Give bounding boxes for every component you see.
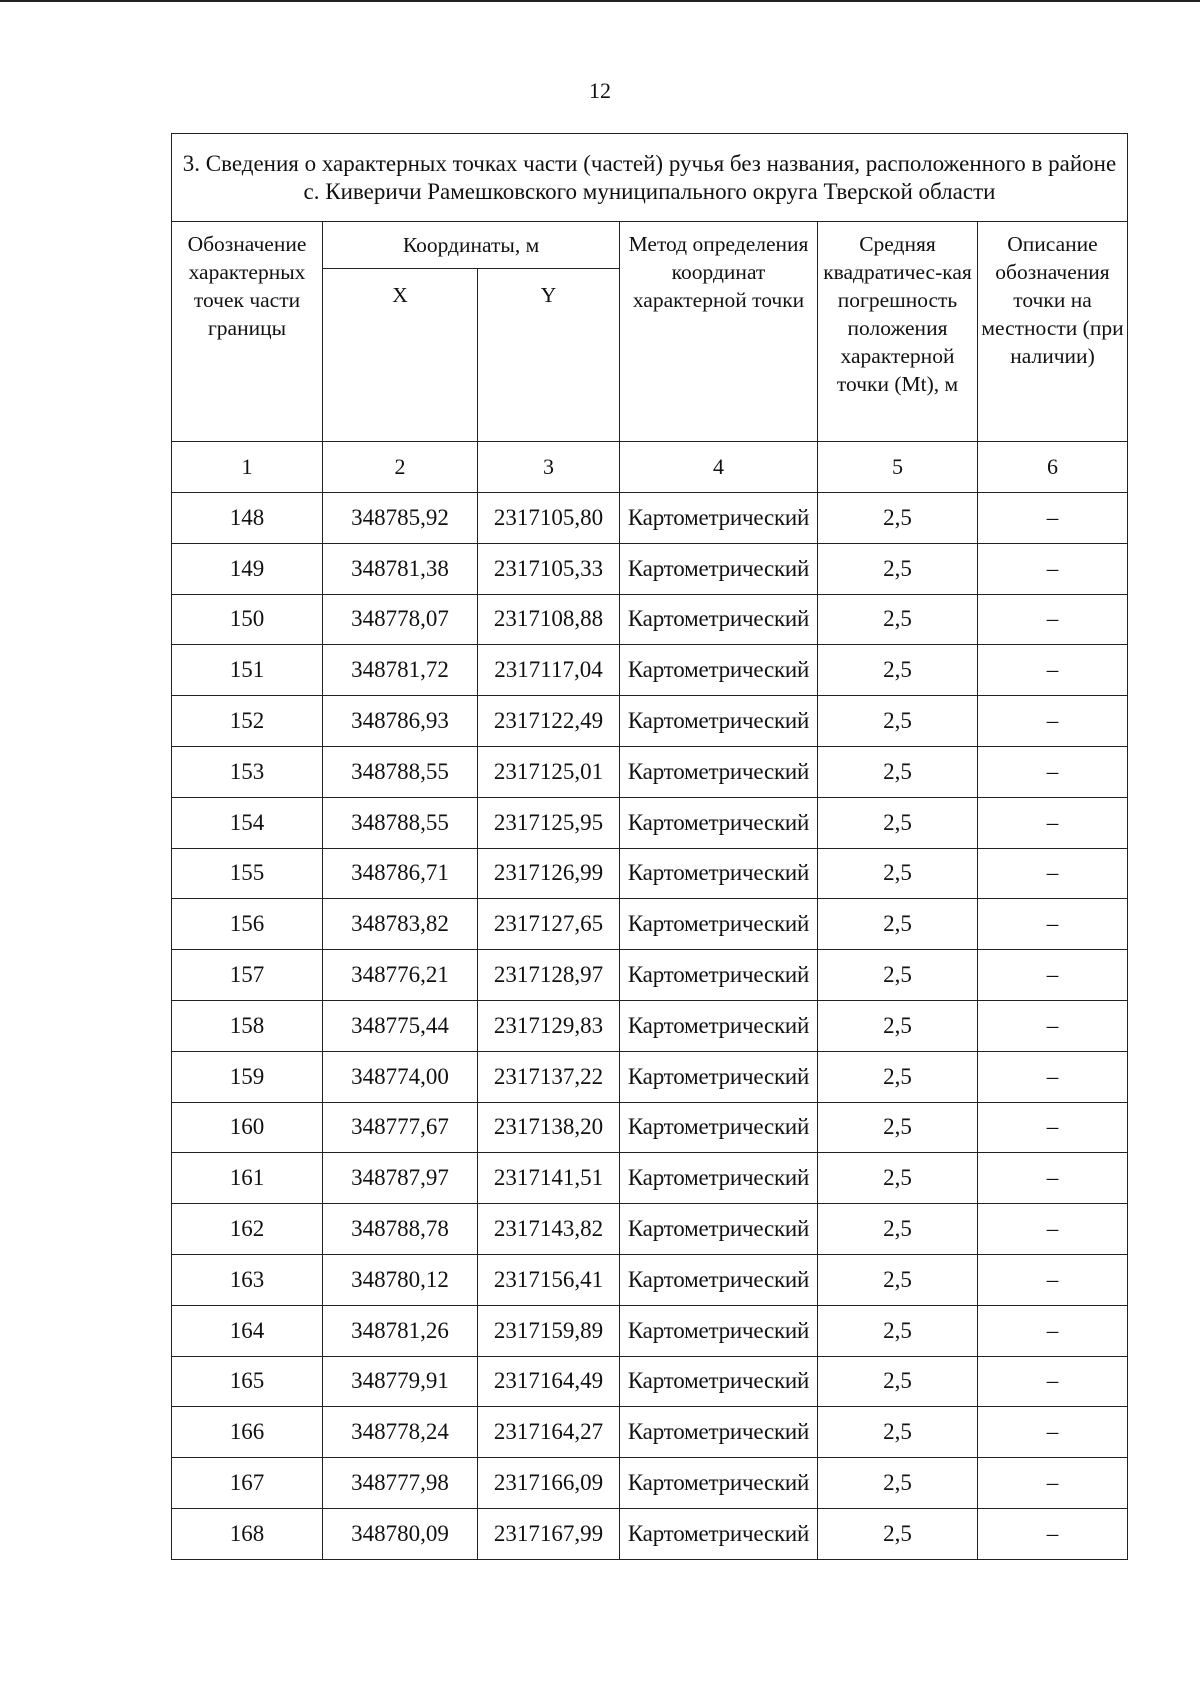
- point-number-cell: 166: [172, 1407, 323, 1458]
- method-cell: Картометрический: [620, 746, 818, 797]
- method-cell: Картометрический: [620, 1153, 818, 1204]
- x-coordinate-cell: 348788,55: [323, 746, 478, 797]
- description-cell: –: [978, 1000, 1128, 1051]
- method-cell: Картометрический: [620, 1407, 818, 1458]
- point-number-cell: 152: [172, 696, 323, 747]
- x-coordinate-cell: 348781,38: [323, 543, 478, 594]
- table-row: [172, 1356, 1128, 1407]
- error-cell: 2,5: [818, 493, 978, 544]
- description-cell: –: [978, 1254, 1128, 1305]
- x-coordinate-cell: 348774,00: [323, 1051, 478, 1102]
- table-row: [172, 1254, 1128, 1305]
- table-row: [172, 645, 1128, 696]
- point-number-cell: 154: [172, 797, 323, 848]
- y-coordinate-cell: 2317166,09: [478, 1458, 620, 1509]
- table-row: [172, 1407, 1128, 1458]
- column-number: 2: [323, 442, 478, 493]
- characteristic-points-table: [171, 133, 1128, 1560]
- error-cell: 2,5: [818, 594, 978, 645]
- table-row: [172, 543, 1128, 594]
- header-coordinates: Координаты, м: [323, 222, 620, 269]
- method-cell: Картометрический: [620, 1305, 818, 1356]
- y-coordinate-cell: 2317129,83: [478, 1000, 620, 1051]
- error-cell: 2,5: [818, 848, 978, 899]
- y-coordinate-cell: 2317126,99: [478, 848, 620, 899]
- y-coordinate-cell: 2317164,49: [478, 1356, 620, 1407]
- description-cell: –: [978, 594, 1128, 645]
- method-cell: Картометрический: [620, 848, 818, 899]
- method-cell: Картометрический: [620, 645, 818, 696]
- error-cell: 2,5: [818, 746, 978, 797]
- x-coordinate-cell: 348775,44: [323, 1000, 478, 1051]
- header-y: Y: [478, 269, 620, 442]
- method-cell: Картометрический: [620, 696, 818, 747]
- table-row: [172, 1458, 1128, 1509]
- header-mean-square-error: Средняя квадратичес-кая погрешность положения характерной точки (Mt), м: [818, 222, 978, 442]
- description-cell: –: [978, 899, 1128, 950]
- error-cell: 2,5: [818, 1305, 978, 1356]
- description-cell: –: [978, 797, 1128, 848]
- x-coordinate-cell: 348778,07: [323, 594, 478, 645]
- point-number-cell: 167: [172, 1458, 323, 1509]
- y-coordinate-cell: 2317159,89: [478, 1305, 620, 1356]
- description-cell: –: [978, 1458, 1128, 1509]
- point-number-cell: 155: [172, 848, 323, 899]
- description-cell: –: [978, 543, 1128, 594]
- error-cell: 2,5: [818, 797, 978, 848]
- point-number-cell: 151: [172, 645, 323, 696]
- y-coordinate-cell: 2317128,97: [478, 950, 620, 1001]
- x-coordinate-cell: 348780,09: [323, 1508, 478, 1559]
- description-cell: –: [978, 1508, 1128, 1559]
- column-number: 3: [478, 442, 620, 493]
- table-row: [172, 848, 1128, 899]
- method-cell: Картометрический: [620, 1204, 818, 1255]
- table-row: [172, 1102, 1128, 1153]
- error-cell: 2,5: [818, 696, 978, 747]
- method-cell: Картометрический: [620, 493, 818, 544]
- x-coordinate-cell: 348788,78: [323, 1204, 478, 1255]
- table-row: [172, 1051, 1128, 1102]
- x-coordinate-cell: 348788,55: [323, 797, 478, 848]
- x-coordinate-cell: 348781,72: [323, 645, 478, 696]
- point-number-cell: 164: [172, 1305, 323, 1356]
- point-number-cell: 162: [172, 1204, 323, 1255]
- error-cell: 2,5: [818, 543, 978, 594]
- method-cell: Картометрический: [620, 950, 818, 1001]
- method-cell: Картометрический: [620, 543, 818, 594]
- y-coordinate-cell: 2317122,49: [478, 696, 620, 747]
- y-coordinate-cell: 2317137,22: [478, 1051, 620, 1102]
- x-coordinate-cell: 348783,82: [323, 899, 478, 950]
- method-cell: Картометрический: [620, 1102, 818, 1153]
- x-coordinate-cell: 348776,21: [323, 950, 478, 1001]
- y-coordinate-cell: 2317138,20: [478, 1102, 620, 1153]
- y-coordinate-cell: 2317117,04: [478, 645, 620, 696]
- point-number-cell: 163: [172, 1254, 323, 1305]
- x-coordinate-cell: 348779,91: [323, 1356, 478, 1407]
- x-coordinate-cell: 348786,93: [323, 696, 478, 747]
- header-method: Метод определения координат характерной точки: [620, 222, 818, 442]
- column-number: 6: [978, 442, 1128, 493]
- point-number-cell: 150: [172, 594, 323, 645]
- table-row: [172, 1204, 1128, 1255]
- x-coordinate-cell: 348780,12: [323, 1254, 478, 1305]
- y-coordinate-cell: 2317105,80: [478, 493, 620, 544]
- column-number: 1: [172, 442, 323, 493]
- table-row: [172, 950, 1128, 1001]
- y-coordinate-cell: 2317167,99: [478, 1508, 620, 1559]
- column-numbers-row: [172, 442, 1128, 493]
- table-row: [172, 1000, 1128, 1051]
- point-number-cell: 149: [172, 543, 323, 594]
- error-cell: 2,5: [818, 645, 978, 696]
- error-cell: 2,5: [818, 1356, 978, 1407]
- error-cell: 2,5: [818, 950, 978, 1001]
- x-coordinate-cell: 348777,98: [323, 1458, 478, 1509]
- table-row: [172, 1305, 1128, 1356]
- description-cell: –: [978, 950, 1128, 1001]
- column-number: 5: [818, 442, 978, 493]
- header-point-designation: Обозначение характерных точек части границы: [172, 222, 323, 442]
- description-cell: –: [978, 1407, 1128, 1458]
- error-cell: 2,5: [818, 1204, 978, 1255]
- error-cell: 2,5: [818, 1051, 978, 1102]
- table-row: [172, 797, 1128, 848]
- y-coordinate-cell: 2317143,82: [478, 1204, 620, 1255]
- error-cell: 2,5: [818, 1254, 978, 1305]
- y-coordinate-cell: 2317127,65: [478, 899, 620, 950]
- point-number-cell: 153: [172, 746, 323, 797]
- point-number-cell: 159: [172, 1051, 323, 1102]
- table-row: [172, 696, 1128, 747]
- x-coordinate-cell: 348786,71: [323, 848, 478, 899]
- description-cell: –: [978, 696, 1128, 747]
- table-body: [172, 493, 1128, 1560]
- x-coordinate-cell: 348777,67: [323, 1102, 478, 1153]
- method-cell: Картометрический: [620, 797, 818, 848]
- y-coordinate-cell: 2317156,41: [478, 1254, 620, 1305]
- method-cell: Картометрический: [620, 1051, 818, 1102]
- point-number-cell: 160: [172, 1102, 323, 1153]
- table-row: [172, 899, 1128, 950]
- point-number-cell: 168: [172, 1508, 323, 1559]
- x-coordinate-cell: 348781,26: [323, 1305, 478, 1356]
- table-caption: 3. Сведения о характерных точках части (частей) ручья без названия, расположенного в районе с. Киверичи Рамешковского муниципального округа Тверской области: [172, 134, 1128, 222]
- y-coordinate-cell: 2317108,88: [478, 594, 620, 645]
- method-cell: Картометрический: [620, 1508, 818, 1559]
- column-number: 4: [620, 442, 818, 493]
- error-cell: 2,5: [818, 1508, 978, 1559]
- x-coordinate-cell: 348787,97: [323, 1153, 478, 1204]
- description-cell: –: [978, 1153, 1128, 1204]
- error-cell: 2,5: [818, 1000, 978, 1051]
- y-coordinate-cell: 2317105,33: [478, 543, 620, 594]
- point-number-cell: 156: [172, 899, 323, 950]
- method-cell: Картометрический: [620, 1254, 818, 1305]
- description-cell: –: [978, 848, 1128, 899]
- table-row: [172, 594, 1128, 645]
- point-number-cell: 148: [172, 493, 323, 544]
- table-row: [172, 1153, 1128, 1204]
- table-row: [172, 746, 1128, 797]
- method-cell: Картометрический: [620, 594, 818, 645]
- x-coordinate-cell: 348785,92: [323, 493, 478, 544]
- header-x: X: [323, 269, 478, 442]
- description-cell: –: [978, 1356, 1128, 1407]
- page-number: 12: [589, 78, 611, 103]
- top-border-line: [0, 0, 1200, 2]
- point-number-cell: 161: [172, 1153, 323, 1204]
- y-coordinate-cell: 2317125,01: [478, 746, 620, 797]
- header-point-description: Описание обозначения точки на местности (при наличии): [978, 222, 1128, 442]
- x-coordinate-cell: 348778,24: [323, 1407, 478, 1458]
- description-cell: –: [978, 645, 1128, 696]
- y-coordinate-cell: 2317164,27: [478, 1407, 620, 1458]
- description-cell: –: [978, 1102, 1128, 1153]
- description-cell: –: [978, 746, 1128, 797]
- point-number-cell: 157: [172, 950, 323, 1001]
- error-cell: 2,5: [818, 899, 978, 950]
- y-coordinate-cell: 2317125,95: [478, 797, 620, 848]
- table-row: [172, 1508, 1128, 1559]
- description-cell: –: [978, 1204, 1128, 1255]
- error-cell: 2,5: [818, 1102, 978, 1153]
- point-number-cell: 165: [172, 1356, 323, 1407]
- y-coordinate-cell: 2317141,51: [478, 1153, 620, 1204]
- method-cell: Картометрический: [620, 1000, 818, 1051]
- error-cell: 2,5: [818, 1407, 978, 1458]
- method-cell: Картометрический: [620, 899, 818, 950]
- table-row: [172, 493, 1128, 544]
- point-number-cell: 158: [172, 1000, 323, 1051]
- method-cell: Картометрический: [620, 1458, 818, 1509]
- error-cell: 2,5: [818, 1458, 978, 1509]
- description-cell: –: [978, 1051, 1128, 1102]
- description-cell: –: [978, 493, 1128, 544]
- error-cell: 2,5: [818, 1153, 978, 1204]
- method-cell: Картометрический: [620, 1356, 818, 1407]
- description-cell: –: [978, 1305, 1128, 1356]
